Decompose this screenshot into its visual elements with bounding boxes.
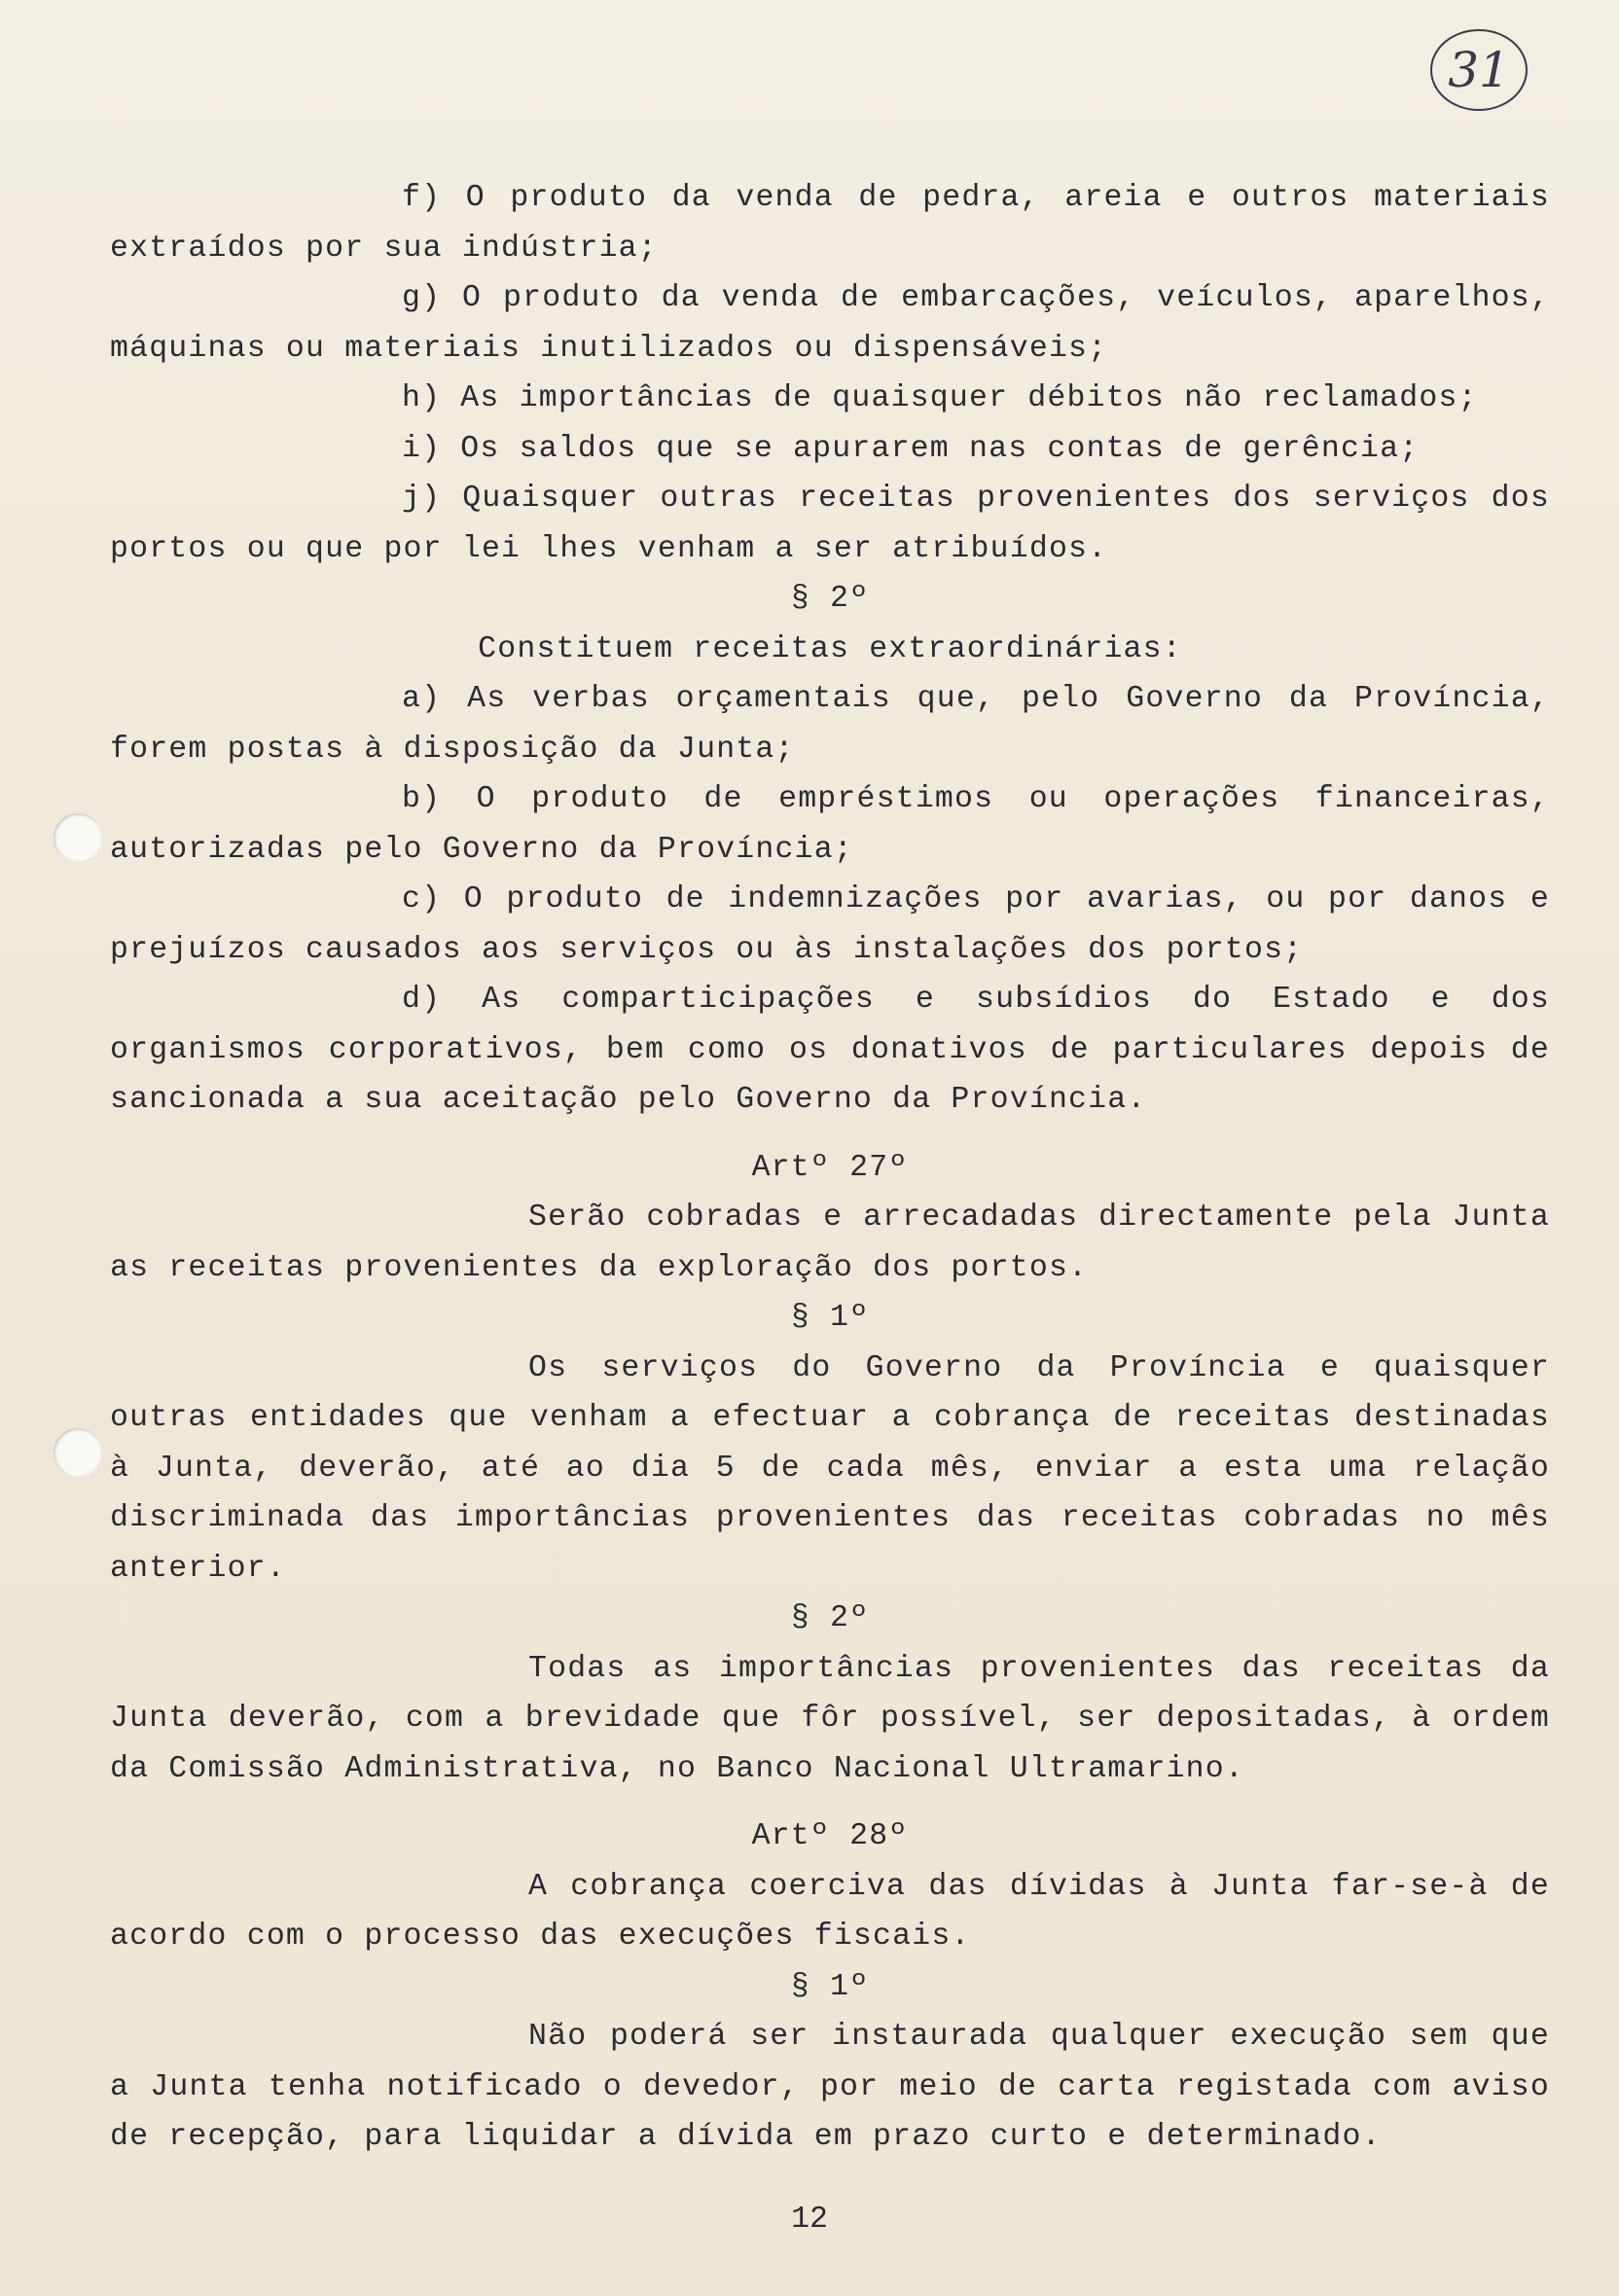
section-heading: § 1º (790, 1301, 870, 1335)
clause-i: i) Os saldos que se apurarem nas contas de gerência; (402, 431, 1420, 466)
page-number: 12 (791, 2203, 828, 2237)
clause-a: a) As verbas orçamentais que, pelo Governo da Província, forem postas à disposição da Junta; (110, 682, 1550, 767)
article-27-section-2: Todas as importâncias provenientes das receitas da Junta deverão, com a brevidade que fôr possível, ser depositadas, à ordem da Comissão Administrativa, no Banco Nacional Ultramarino. (110, 1651, 1550, 1786)
handwritten-folio-number: 31 (1430, 29, 1528, 111)
clause-b: b) O produto de empréstimos ou operações financeiras, autorizadas pelo Governo da Província; (110, 782, 1550, 867)
section-heading: § 1º (790, 1969, 870, 2004)
clause-f: f) O produto da venda de pedra, areia e outros materiais extraídos por sua indústria; (110, 181, 1550, 266)
article-heading: Artº 27º (751, 1150, 909, 1185)
clause-j: j) Quaisquer outras receitas provenientes dos serviços dos portos ou que por lei lhes venham a ser atribuídos. (110, 482, 1550, 566)
section-heading: § 2º (790, 582, 870, 616)
clause-c: c) O produto de indemnizações por avarias, ou por danos e prejuízos causados aos serviços ou às instalações dos portos; (110, 882, 1550, 967)
clause-h: h) As importâncias de quaisquer débitos não reclamados; (402, 381, 1478, 415)
document-body (110, 173, 1550, 2163)
article-28-section-1: Não poderá ser instaurada qualquer execução sem que a Junta tenha notificado o devedor, por meio de carta registada com aviso de recepção, para liquidar a dívida em prazo curto e determinado. (110, 2020, 1550, 2154)
punch-hole (54, 813, 102, 862)
section-lead: Constituem receitas extraordinárias: (478, 631, 1182, 666)
punch-hole (54, 1428, 102, 1477)
section-heading: § 2º (790, 1601, 870, 1635)
clause-g: g) O produto da venda de embarcações, veículos, aparelhos, máquinas ou materiais inutilizados ou dispensáveis; (110, 281, 1550, 366)
clause-d: d) As comparticipações e subsídios do Estado e dos organismos corporativos, bem como os donativos de particulares depois de sancionada a sua aceitação pelo Governo da Província. (110, 983, 1550, 1117)
article-28-body: A cobrança coerciva das dívidas à Junta far-se-à de acordo com o processo das execuções fiscais. (110, 1869, 1550, 1954)
article-heading: Artº 28º (751, 1819, 909, 1853)
article-27-section-1: Os serviços do Governo da Província e quaisquer outras entidades que venham a efectuar a cobrança de receitas destinadas à Junta, deverão, até ao dia 5 de cada mês, enviar a esta uma relação discriminada das importâncias provenientes das receitas cobradas no mês anterior. (110, 1350, 1550, 1586)
article-27-body: Serão cobradas e arrecadadas directamente pela Junta as receitas provenientes da exploração dos portos. (110, 1201, 1550, 1285)
